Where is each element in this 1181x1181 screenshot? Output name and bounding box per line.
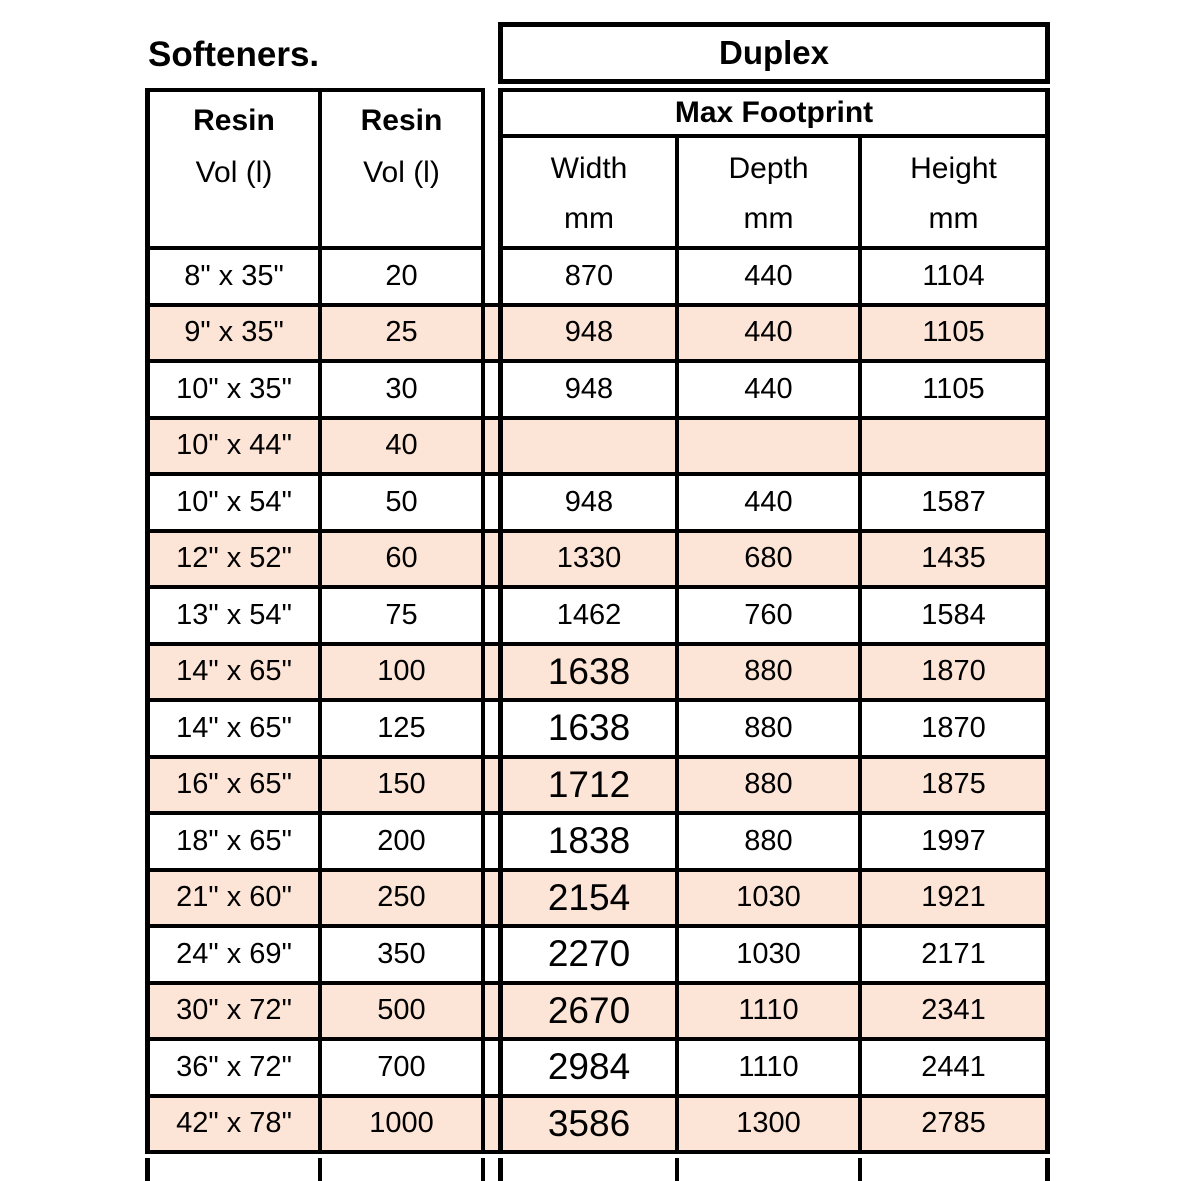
footprint-subheader	[498, 138, 1050, 250]
cell-width: 1712	[498, 759, 679, 812]
table-row	[145, 1098, 1050, 1155]
cell-depth: 440	[679, 363, 862, 416]
cell-height: 2785	[862, 1098, 1050, 1151]
cell-resin-size: 13" x 54"	[145, 589, 322, 642]
resin-label: Resin	[360, 104, 443, 137]
table-row	[145, 533, 1050, 590]
resin-unit-label: Vol (l)	[195, 156, 273, 189]
table-gap	[485, 307, 498, 360]
cell-resin-size: 30" x 72"	[145, 985, 322, 1038]
cell-height: 1104	[862, 250, 1050, 303]
height-label: Height	[910, 152, 997, 185]
cell-height: 2341	[862, 985, 1050, 1038]
cell-resin-vol: 125	[322, 702, 485, 755]
cell-width: 1638	[498, 646, 679, 699]
cell-resin-vol: 1000	[322, 1098, 485, 1151]
table-gap	[485, 1098, 498, 1151]
cell-height: 1587	[862, 476, 1050, 529]
cell-depth	[679, 420, 862, 473]
cell-width: 2154	[498, 872, 679, 925]
cell-depth: 1030	[679, 872, 862, 925]
cell-resin-size: 9" x 35"	[145, 307, 322, 360]
cell-resin-size: 8" x 35"	[145, 250, 322, 303]
cell-width: 3586	[498, 1098, 679, 1151]
cell-width: 948	[498, 476, 679, 529]
cell-resin-vol: 500	[322, 985, 485, 1038]
cell-resin-vol: 60	[322, 533, 485, 586]
cell-resin-vol: 100	[322, 646, 485, 699]
table-row	[145, 307, 1050, 364]
cell-height: 1584	[862, 589, 1050, 642]
cell-height: 1105	[862, 363, 1050, 416]
cell-height: 1875	[862, 759, 1050, 812]
cell-resin-size: 14" x 65"	[145, 702, 322, 755]
cell-resin-size: 12" x 52"	[145, 533, 322, 586]
cell-resin-size: 18" x 65"	[145, 815, 322, 868]
height-unit: mm	[928, 202, 979, 235]
table-gap	[485, 363, 498, 416]
cell-resin-vol: 40	[322, 420, 485, 473]
cell-height: 2441	[862, 1041, 1050, 1094]
width-label: Width	[550, 152, 628, 185]
table-row	[145, 589, 1050, 646]
cell-resin-vol: 250	[322, 872, 485, 925]
cell-resin-size: 14" x 65"	[145, 646, 322, 699]
resin-header-block	[145, 88, 485, 250]
cell-resin-size: 42" x 78"	[145, 1098, 322, 1151]
table-gap	[485, 646, 498, 699]
table-gap	[485, 759, 498, 812]
table-gap	[485, 250, 498, 303]
cell-height	[862, 420, 1050, 473]
table-row	[145, 985, 1050, 1042]
resin-col2-header	[322, 88, 485, 250]
footprint-header-block	[498, 88, 1050, 250]
cell-depth	[679, 1158, 862, 1181]
table-gap	[485, 815, 498, 868]
width-column-header	[498, 138, 679, 250]
duplex-header: Duplex	[498, 22, 1050, 84]
cell-depth: 880	[679, 815, 862, 868]
cell-resin-size: 10" x 35"	[145, 363, 322, 416]
resin-label: Resin	[193, 104, 275, 137]
cell-resin-vol: 20	[322, 250, 485, 303]
height-column-header	[862, 138, 1050, 250]
cell-height: 1870	[862, 646, 1050, 699]
table-row	[145, 646, 1050, 703]
table-row	[145, 759, 1050, 816]
cell-resin-size: 10" x 44"	[145, 420, 322, 473]
cell-depth: 880	[679, 646, 862, 699]
width-unit: mm	[564, 202, 614, 235]
cell-resin-vol: 25	[322, 307, 485, 360]
cell-resin-vol	[322, 1158, 485, 1181]
cell-resin-vol: 50	[322, 476, 485, 529]
cell-height: 1921	[862, 872, 1050, 925]
resin-col1-header	[145, 88, 322, 250]
table-row	[145, 872, 1050, 929]
cell-width: 2670	[498, 985, 679, 1038]
cell-width: 870	[498, 250, 679, 303]
table-row	[145, 420, 1050, 477]
cell-resin-size	[145, 1158, 322, 1181]
cell-height	[862, 1158, 1050, 1181]
cell-width: 1462	[498, 589, 679, 642]
cell-resin-vol: 75	[322, 589, 485, 642]
table-row	[145, 476, 1050, 533]
cell-height: 1105	[862, 307, 1050, 360]
cell-depth: 1110	[679, 1041, 862, 1094]
cell-depth: 440	[679, 476, 862, 529]
cell-resin-vol: 30	[322, 363, 485, 416]
resin-unit-label: Vol (l)	[363, 156, 440, 189]
table-gap	[485, 702, 498, 755]
cell-resin-size: 36" x 72"	[145, 1041, 322, 1094]
cell-height: 1997	[862, 815, 1050, 868]
depth-unit: mm	[743, 202, 794, 235]
cell-width: 2270	[498, 928, 679, 981]
cell-height: 1870	[862, 702, 1050, 755]
cell-width: 1838	[498, 815, 679, 868]
table-row	[145, 250, 1050, 307]
cell-width	[498, 1158, 679, 1181]
table-gap	[485, 1041, 498, 1094]
table-row	[145, 363, 1050, 420]
cell-depth: 440	[679, 250, 862, 303]
cell-width: 948	[498, 307, 679, 360]
table-gap	[485, 872, 498, 925]
cell-depth: 880	[679, 702, 862, 755]
cell-depth: 1030	[679, 928, 862, 981]
table-gap	[485, 533, 498, 586]
cell-resin-vol: 200	[322, 815, 485, 868]
cell-width: 2984	[498, 1041, 679, 1094]
cell-resin-vol: 700	[322, 1041, 485, 1094]
table-gap	[485, 476, 498, 529]
page-title: Softeners.	[148, 35, 320, 74]
table-row	[145, 928, 1050, 985]
cell-height: 1435	[862, 533, 1050, 586]
table-row-cutoff	[145, 1158, 1050, 1181]
cell-depth: 680	[679, 533, 862, 586]
cell-depth: 440	[679, 307, 862, 360]
table-row	[145, 815, 1050, 872]
cell-width: 1638	[498, 702, 679, 755]
table-gap	[485, 1158, 498, 1181]
cell-resin-size: 21" x 60"	[145, 872, 322, 925]
cell-depth: 1110	[679, 985, 862, 1038]
table-row	[145, 702, 1050, 759]
cell-width	[498, 420, 679, 473]
cell-resin-size: 24" x 69"	[145, 928, 322, 981]
table-gap	[485, 928, 498, 981]
cell-depth: 760	[679, 589, 862, 642]
cell-resin-size: 16" x 65"	[145, 759, 322, 812]
table-row	[145, 1041, 1050, 1098]
depth-column-header	[679, 138, 862, 250]
cell-resin-vol: 350	[322, 928, 485, 981]
cell-width: 1330	[498, 533, 679, 586]
cell-width: 948	[498, 363, 679, 416]
cell-height: 2171	[862, 928, 1050, 981]
max-footprint-header: Max Footprint	[498, 88, 1050, 138]
cell-depth: 1300	[679, 1098, 862, 1151]
cell-resin-size: 10" x 54"	[145, 476, 322, 529]
table-body	[145, 250, 1050, 1154]
cell-depth: 880	[679, 759, 862, 812]
table-gap	[485, 589, 498, 642]
cell-resin-vol: 150	[322, 759, 485, 812]
table-gap	[485, 985, 498, 1038]
depth-label: Depth	[728, 152, 809, 185]
table-gap	[485, 420, 498, 473]
